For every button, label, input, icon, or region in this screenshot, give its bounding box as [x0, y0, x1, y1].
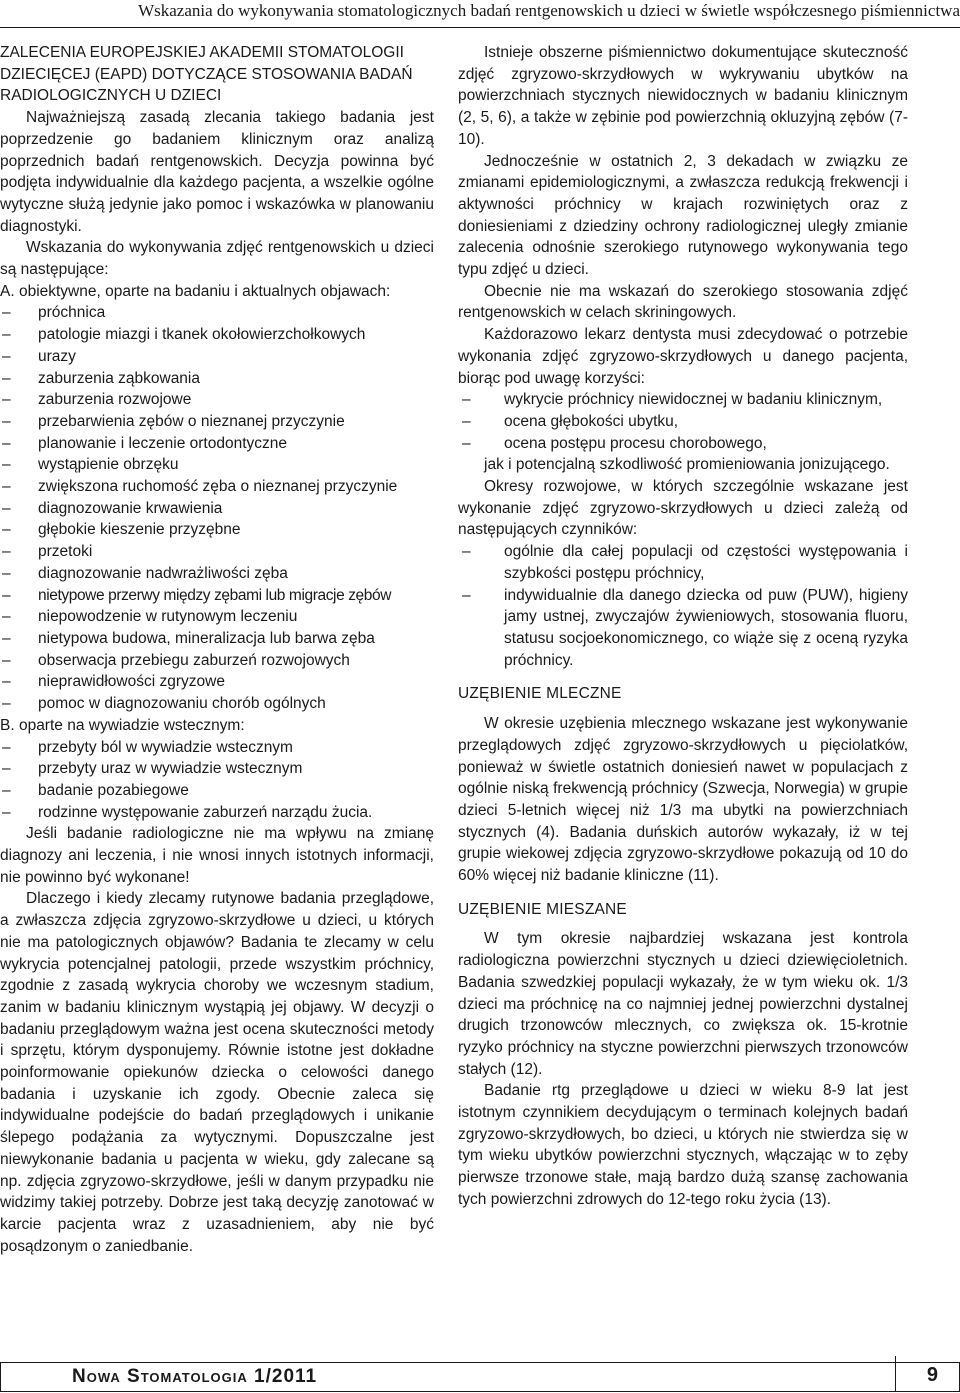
- list-item: – patologie miazgi i tkanek okołowierzchołkowych: [0, 324, 434, 346]
- list-item: – ocena postępu procesu chorobowego,: [458, 433, 908, 455]
- running-header: Wskazania do wykonywania stomatologicznych badań rentgenowskich u dzieci w świetle współczesnego piśmiennictwa: [138, 1, 960, 20]
- list-item: – zaburzenia ząbkowania: [0, 368, 434, 390]
- list-item: – nietypowa budowa, mineralizacja lub barwa zęba: [0, 628, 434, 650]
- paragraph: Najważniejszą zasadą zlecania takiego badania jest poprzedzenie go badaniem klinicznym oraz analizą poprzednich badań rentgenowskich. Decyzja powinna być podjęta indywidualnie dla każdego pacjenta, a wszelkie ogólne wytyczne służą jedynie jako pomoc i wskazówka w planowaniu diagnostyki.: [0, 109, 434, 235]
- paragraph: Każdorazowo lekarz dentysta musi zdecydować o potrzebie wykonania zdjęć zgryzowo-skrzydłowych u danego pacjenta, biorąc pod uwagę korzyści:: [458, 326, 908, 387]
- list-item: – przetoki: [0, 541, 434, 563]
- paragraph: W tym okresie najbardziej wskazana jest kontrola radiologiczna powierzchni stycznych u dzieci dziewięcioletnich. Badania szwedzkiej populacji wykazały, że w tym wieku ok. 1/3 dzieci ma próchnicę na co najmniej jednej powierzchni dystalnej drugich trzonowców mlecznych, co zwiększa ok. 15-krotnie ryzyko próchnicy na styczne powierzchni pierwszych trzonowców stałych (12).: [458, 930, 908, 1078]
- list-item: – rodzinne występowanie zaburzeń narządu żucia.: [0, 802, 434, 824]
- factors-list: [458, 541, 908, 671]
- list-item: – diagnozowanie krwawienia: [0, 498, 434, 520]
- list-b: [0, 737, 434, 824]
- left-column: [0, 42, 434, 1257]
- paragraph: Wskazania do wykonywania zdjęć rentgenowskich u dzieci są następujące:: [0, 239, 434, 279]
- list-label-a: A. obiektywne, oparte na badaniu i aktualnych objawach:: [0, 282, 391, 300]
- list-item: – badanie pozabiegowe: [0, 780, 434, 802]
- journal-name: Nowa Stomatologia 1/2011: [72, 1366, 318, 1387]
- list-item: – planowanie i leczenie ortodontyczne: [0, 433, 434, 455]
- list-item: – obserwacja przebiegu zaburzeń rozwojowych: [0, 650, 434, 672]
- paragraph: Obecnie nie ma wskazań do szerokiego stosowania zdjęć rentgenowskich w celach skriningowych.: [458, 282, 908, 322]
- section-heading-primary-dentition: UZĘBIENIE MLECZNE: [458, 685, 622, 703]
- right-column: [458, 42, 908, 1211]
- list-item: – ogólnie dla całej populacji od częstości występowania i szybkości postępu próchnicy,: [458, 541, 908, 584]
- list-item: – przebarwienia zębów o nieznanej przyczynie: [0, 411, 434, 433]
- list-item: – pomoc w diagnozowaniu chorób ogólnych: [0, 693, 434, 715]
- list-item: – nietypowe przerwy między zębami lub migracje zębów: [0, 585, 434, 607]
- section-heading-mixed-dentition: UZĘBIENIE MIESZANE: [458, 900, 627, 918]
- list-item: – zwiększona ruchomość zęba o nieznanej przyczynie: [0, 476, 434, 498]
- header-rule: [0, 27, 960, 28]
- list-item: – wykrycie próchnicy niewidocznej w badaniu klinicznym,: [458, 389, 908, 411]
- list-item: – ocena głębokości ubytku,: [458, 411, 908, 433]
- section-heading-eapd: ZALECENIA EUROPEJSKIEJ AKADEMII STOMATOLOGII DZIECIĘCEJ (EAPD) DOTYCZĄCE STOSOWANIA BADAŃ RADIOLOGICZNYCH U DZIECI: [0, 44, 413, 105]
- list-item: – próchnica: [0, 302, 434, 324]
- list-item: – diagnozowanie nadwrażliwości zęba: [0, 563, 434, 585]
- paragraph: Badanie rtg przeglądowe u dzieci w wieku 8-9 lat jest istotnym czynnikiem decydującym o terminach kolejnych badań zgryzowo-skrzydłowych, bo dzieci, u których nie stwierdza się w tym wieku ubytków powierzchni stycznych, włączając w to zęby pierwsze trzonowe stałe, mają bardzo dużą szansę zachowania tych powierzchni zdrowych do 12-tego roku życia (13).: [458, 1082, 908, 1208]
- list-item: – wystąpienie obrzęku: [0, 454, 434, 476]
- paragraph: Jeśli badanie radiologiczne nie ma wpływu na zmianę diagnozy ani leczenia, i nie wnosi innych istotnych informacji, nie powinno być wykonane!: [0, 825, 434, 886]
- list-item: – głębokie kieszenie przyzębne: [0, 519, 434, 541]
- list-label-b: B. oparte na wywiadzie wstecznym:: [0, 716, 245, 734]
- page-number: 9: [926, 1364, 938, 1386]
- list-item: – zaburzenia rozwojowe: [0, 389, 434, 411]
- list-item: – nieprawidłowości zgryzowe: [0, 671, 434, 693]
- list-item: – urazy: [0, 346, 434, 368]
- paragraph: Okresy rozwojowe, w których szczególnie wskazane jest wykonanie zdjęć zgryzowo-skrzydłowych u dzieci zależą od następujących czynników:: [458, 478, 908, 539]
- list-item: – niepowodzenie w rutynowym leczeniu: [0, 606, 434, 628]
- list-item: – indywidualnie dla danego dziecka od puw (PUW), higieny jamy ustnej, zwyczajów żywieniowych, stosowania fluoru, statusu socjoekonomicznego, co wiąże się z oceną ryzyka próchnicy.: [458, 585, 908, 672]
- paragraph: Dlaczego i kiedy zlecamy rutynowe badania przeglądowe, a zwłaszcza zdjęcia zgryzowo-skrzydłowe u dzieci, u których nie ma patologicznych objawów? Badania te zlecamy w celu wykrycia potencjalnej patologii, przede wszystkim próchnicy, zgodnie z zasadą wykrycia choroby we wczesnym stadium, zanim w badaniu klinicznym wystąpią jej objawy. W decyzji o badaniu przeglądowym ważna jest ocena skuteczności metody i sprzętu, którym dysponujemy. Równie istotne jest dokładne poinformowanie opiekunów dziecka o celowości danego badania i uzyskanie ich zgody. Obecnie zaleca się indywidualne podejście do badań przeglądowych i unikanie ślepego podążania za wytycznymi. Dopuszczalne jest niewykonanie badania u pacjenta w wieku, gdy zalecane są np. zdjęcia zgryzowo-skrzydłowe, jeśli w danym przypadku nie widzimy takiej potrzeby. Dobrze jest taką decyzję zanotować w karcie pacjenta wraz z uzasadnieniem, aby nie być posądzonym o zaniedbanie.: [0, 890, 434, 1255]
- list-a: [0, 302, 434, 714]
- paragraph: W okresie uzębienia mlecznego wskazane jest wykonywanie przeglądowych zdjęć zgryzowo-skrzydłowych u pięciolatków, ponieważ w świetle ostatnich doniesień nawet w populacjach z ogólnie niską frekwencją próchnicy (Szwecja, Norwegia) w grupie dzieci 5-letnich więcej niż 1/3 ma ubytki na powierzchniach stycznych (4). Badania duńskich autorów wykazały, iż w tej grupie wiekowej zdjęcia zgryzowo-skrzydłowe pokazują od 10 do 60% więcej niż badanie kliniczne (11).: [458, 715, 908, 885]
- benefits-list: [458, 389, 908, 454]
- list-item: – przebyty uraz w wywiadzie wstecznym: [0, 758, 434, 780]
- paragraph: jak i potencjalną szkodliwość promieniowania jonizującego.: [484, 456, 890, 474]
- paragraph: Istnieje obszerne piśmiennictwo dokumentujące skuteczność zdjęć zgryzowo-skrzydłowych w wykrywaniu ubytków na powierzchniach stycznych niewidocznych w badaniu klinicznym (2, 5, 6), a także w zębinie pod powierzchnią okluzyjną zębów (7-10).: [458, 44, 908, 148]
- list-item: – przebyty ból w wywiadzie wstecznym: [0, 737, 434, 759]
- paragraph: Jednocześnie w ostatnich 2, 3 dekadach w związku ze zmianami epidemiologicznymi, a zwłaszcza redukcją frekwencji i aktywności próchnicy w krajach rozwiniętych oraz z doniesieniami z dziedziny ochrony radiologicznej uległy zmianie zalecenia odnośnie szerokiego rutynowego wykonywania tego typu zdjęć u dzieci.: [458, 152, 908, 279]
